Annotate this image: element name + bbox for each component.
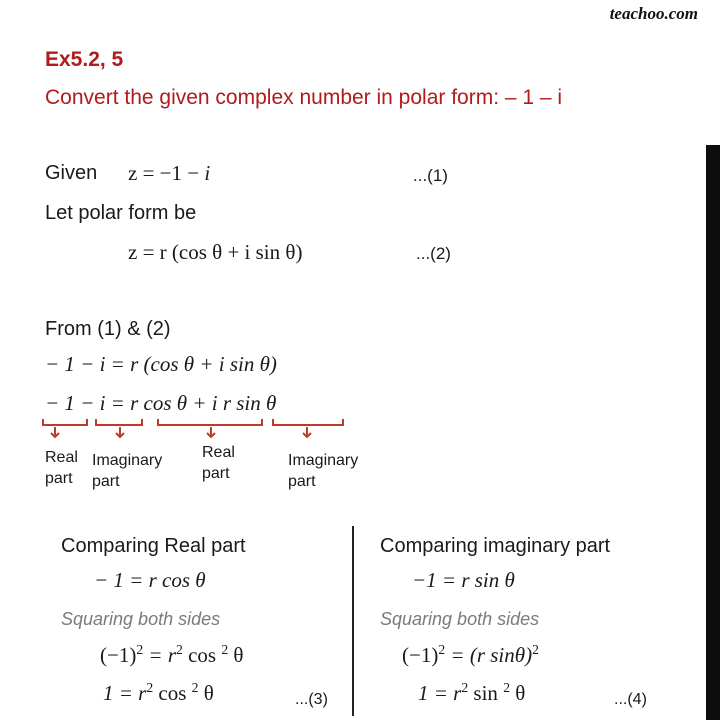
left-heading: Comparing Real part [61,535,246,557]
question-text: Convert the given complex number in polar form: – 1 – i [45,86,563,109]
brace-imag-2 [273,419,343,425]
label-imaginary-part-1: Imaginary part [92,452,163,490]
arrow-imag-1 [116,427,124,437]
right-note: Squaring both sides [380,609,540,629]
exercise-title: Ex5.2, 5 [45,48,124,71]
brace-real-1 [43,419,87,425]
left-eq-2: $(-1)^2 = r^2$ cos $^2$ θ [100,642,244,667]
label-real-part-1: Real part [45,449,78,487]
right-eq-3: $1 = r^2$ sin $^2$ θ [418,680,526,705]
arrow-real-1 [51,427,59,437]
brace-real-2 [158,419,262,425]
teachoo-logo: teachoo.com [609,4,698,23]
brace-imag-1 [96,419,142,425]
label-real-part-2: Real part [202,444,235,482]
label-imaginary-part-2: Imaginary part [288,452,359,490]
ref-3: ...(3) [295,691,328,708]
equation-line-2: − 1 − i = r cos θ + i r sin θ [45,391,277,415]
column-divider [352,526,354,716]
left-note: Squaring both sides [61,609,221,629]
ref-4: ...(4) [614,691,647,708]
ref-2: ...(2) [416,244,451,263]
side-bar [706,145,720,720]
left-eq-1: − 1 = r cos θ [94,568,206,592]
right-eq-2: $(-1)^2 = (r$ sinθ)$^2$ [402,642,539,667]
underbrace-group [0,410,380,445]
arrow-imag-2 [303,427,311,437]
right-eq-1: −1 = r sin θ [412,568,515,592]
given-label: Given [45,162,98,184]
from-label: From (1) & (2) [45,318,171,340]
ref-1: ...(1) [413,166,448,185]
arrow-real-2 [207,427,215,437]
left-eq-3: $1 = r^2$ cos $^2$ θ [103,680,214,705]
equation-line-1: − 1 − i = r (cos θ + i sin θ) [45,352,277,376]
right-heading: Comparing imaginary part [380,535,611,557]
polar-equation: z = r (cos θ + i sin θ) [128,240,303,264]
given-equation: z = −1 − i [128,161,211,185]
polar-label: Let polar form be [45,202,197,224]
